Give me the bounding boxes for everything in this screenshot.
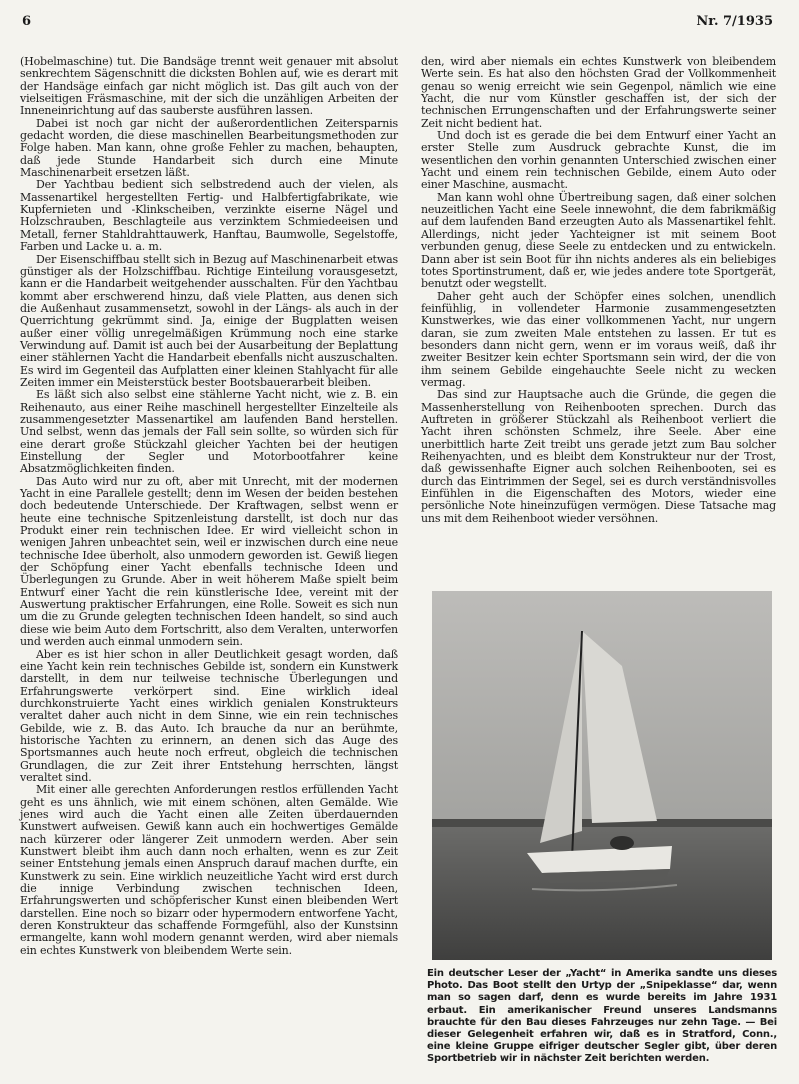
issue-number: Nr. 7/1935 — [696, 14, 773, 29]
paragraph: Man kann wohl ohne Übertreibung sagen, daß einer solchen neuzeitlichen Yacht eine Seele innewohnt, die dem fabrikmäßig auf dem laufenden Band erzeugten Auto als Massenartikel fehlt. Allerdings, nicht jeder Yachteigner ist mit seinem Boot verbunden genug, diese Seele zu entdecken und zu entwickeln. Dann aber ist sein Boot für ihn nichts anderes als ein beliebiges totes Sportinstrument, daß er, wie jedes andere tote Sportgerät, benutzt oder wegstellt. — [421, 190, 776, 291]
paragraph: Das Auto wird nur zu oft, aber mit Unrecht, mit der modernen Yacht in eine Parallele gestellt; denn im Wesen der beiden bestehen doch bedeutende Unterschiede. Der Kraftwagen, selbst wenn er heute eine technische Spitzenleistung darstellt, ist doch nur das Produkt einer rein technischen Idee. Er wird vielleicht schon in wenigen Jahren unbeachtet sein, weil er inzwischen durch eine neue technische Idee überholt, also unmodern geworden ist. Gewiß liegen der Schöpfung einer Yacht ebenfalls technische Ideen und Überlegungen zu Grunde. Aber in weit höherem Maße spielt beim Entwurf einer Yacht die rein künstlerische Idee, vereint mit der Auswertung praktischer Erfahrungen, eine Rolle. Soweit es sich nun um die zu Grunde gelegten technischen Ideen handelt, so sind auch diese wie beim Auto dem Fortschritt, also dem Veralten, unterworfen und werden auch einmal unmodern sein. — [20, 474, 398, 649]
paragraph: Dabei ist noch gar nicht der außerordentlichen Zeitersparnis gedacht worden, die diese maschinellen Bearbeitungsmethoden zur Folge haben. Man kann, ohne große Fehler zu machen, behaupten, daß jede Stunde Handarbeit sich durch eine Minute Maschinenarbeit ersetzen läßt. — [20, 116, 398, 180]
left-column — [20, 56, 398, 957]
paragraph: Mit einer alle gerechten Anforderungen restlos erfüllenden Yacht geht es uns ähnlich, wie mit einem schönen, alten Gemälde. Wie jenes wird auch die Yacht einen alle Zeiten überdauernden Kunstwert aufweisen. Gewiß kann auch ein hochwertiges Gemälde nach kürzerer oder längerer Zeit unmodern werden. Aber sein Kunstwert bleibt ihm auch dann noch erhalten, wenn es zur Zeit seiner Entstehung jemals einen Anspruch darauf machen durfte, ein Kunstwerk zu sein. Eine wirklich neuzeitliche Yacht wird erst durch die innige Verbindung zwischen technischen Ideen, Erfahrungswerten und schöpferischer Kunst einen bleibenden Wert darstellen. Eine noch so bizarr oder hypermodern entworfene Yacht, deren Konstrukteur das schaffende Formgefühl, also der Kunstsinn ermangelte, kann wohl modern genannt werden, wird aber niemals ein echtes Kunstwerk von bleibendem Werte sein. — [20, 783, 398, 957]
photo-caption: Ein deutscher Leser der „Yacht“ in Amerika sandte uns dieses Photo. Das Boot stellt den Urtyp der „Snipeklasse“ dar, wenn man so sagen darf, denn es wurde bereits im Jahre 1931 erbaut. Ein amerikanischer Freund unseres Landsmanns brauchte für den Bau dieses Fahrzeuges nur zehn Tage. — Bei dieser Gelegenheit erfahren wir, daß es in Stratford, Conn., eine kleine Gruppe eifriger deutscher Segler gibt, über deren Sportbetrieb wir in nächster Zeit berichten werden. — [427, 968, 777, 1065]
paragraph: Es läßt sich also selbst eine stählerne Yacht nicht, wie z. B. ein Reihenauto, aus einer Reihe maschinell hergestellter Einzelteile als zusammengesetzter Massenartikel am laufenden Band herstellen. Und selbst, wenn das jemals der Fall sein sollte, so würden sich für eine derart große Stückzahl gleicher Yachten bei der heutigen Einstellung der Segler und Motorbootfahrer keine Absatzmöglichkeiten finden. — [20, 388, 398, 476]
sailboat-photo — [432, 591, 772, 960]
paragraph: Der Yachtbau bedient sich selbstredend auch der vielen, als Massenartikel hergestellten Fertig- und Halbfertigfabrikate, wie Kupfernieten und -Klinkscheiben, verzinkte eiserne Nägel und Holzschrauben, Beschlagteile aus verzinktem Schmiedeeisen und Metall, ferner Stahldrahttauwerk, Hanftau, Baumwolle, Segelstoffe, Farben und Lacke u. a. m. — [20, 178, 398, 254]
paragraph: Der Eisenschiffbau stellt sich in Bezug auf Maschinenarbeit etwas günstiger als der Holzschiffbau. Richtige Einteilung vorausgesetzt, kann er die Handarbeit weitgehender ausschalten. Für den Yachtbau kommt aber erschwerend hinzu, daß viele Platten, aus denen sich die Außenhaut zusammensetzt, sowohl in der Längs- als auch in der Querrichtung gekrümmt sind. Ja, einige der Bugplatten weisen außer einer völlig unregelmäßigen Krümmung noch eine starke Verwindung auf. Damit ist auch bei der Ausarbeitung der Beplattung einer stählernen Yacht die Handarbeit ebenfalls nicht auszuschalten. Es wird im Gegenteil das Aufplatten einer kleinen Stahlyacht für alle Zeiten immer ein Meisterstück bester Bootsbauerarbeit bleiben. — [20, 252, 398, 389]
paragraph: Das sind zur Hauptsache auch die Gründe, die gegen die Massenherstellung von Reihenbooten sprechen. Durch das Auftreten in größerer Stückzahl als Reihenboot verliert die Yacht ihren schönsten Schmelz, ihre Seele. Aber eine unerbittlich harte Zeit treibt uns gerade jetzt zum Bau solcher Reihenyachten, und es bleibt dem Konstrukteur nur der Trost, daß gewissenhafte Eigner auch solchen Reihenbooten, sei es durch das Eintrimmen der Segel, sei es durch verständnisvolles Einfühlen in die Eigenschaften des Motors, wieder eine persönliche Note hineinzufügen vermögen. Diese Tatsache mag uns mit dem Reihenboot wieder versöhnen. — [421, 388, 776, 525]
paragraph: Daher geht auch der Schöpfer eines solchen, unendlich feinfühlig, in vollendeter Harmonie zusammengesetzten Kunstwerkes, wie das einer vollkommenen Yacht, nur ungern daran, sie zum zweiten Male entstehen zu lassen. Er tut es besonders dann nicht gern, wenn er im voraus weiß, daß ihr zweiter Besitzer kein echter Sportsmann sein wird, der die von ihm seinem Gebilde eingehauchte Seele nicht zu wecken vermag. — [421, 289, 776, 389]
paragraph: Aber es ist hier schon in aller Deutlichkeit gesagt worden, daß eine Yacht kein rein technisches Gebilde ist, sondern ein Kunstwerk darstellt, in dem nur teilweise technische Überlegungen und Erfahrungswerte verkörpert sind. Eine wirklich ideal durchkonstruierte Yacht eines wirklich genialen Konstrukteurs veraltet daher auch nicht in dem Sinne, wie ein rein technisches Gebilde, wie z. B. das Auto. Ich brauche da nur an berühmte, historische Yachten zu erinnern, an denen sich das Auge des Sportsmannes auch heute noch erfreut, obgleich die technischen Grundlagen, die zur Zeit ihrer Entstehung herrschten, längst veraltet sind. — [20, 647, 398, 784]
page-number: 6 — [22, 14, 32, 29]
paragraph: den, wird aber niemals ein echtes Kunstwerk von bleibendem Werte sein. Es hat also den höchsten Grad der Vollkommenheit genau so wenig erreicht wie sein Gegenpol, nämlich wie eine Yacht, die nur vom Künstler geschaffen ist, der sich der technischen Errungenschaften und der Erfahrungswerte seiner Zeit nicht bedient hat. — [421, 55, 776, 130]
right-column — [421, 56, 776, 525]
paragraph: Und doch ist es gerade die bei dem Entwurf einer Yacht an erster Stelle zum Ausdruck gebrachte Kunst, die im wesentlichen den vorhin genannten Unterschied zwischen einer Yacht und einem rein technischen Gebilde, einem Auto oder einer Maschine, ausmacht. — [421, 129, 776, 192]
paragraph: (Hobelmaschine) tut. Die Bandsäge trennt weit genauer mit absolut senkrechtem Sägenschnitt die dicksten Bohlen auf, wie es derart mit der Handsäge einfach gar nicht möglich ist. Das gilt auch von der vielseitigen Fräsmaschine, mit der sich die unzähligen Arbeiten der Inneneinrichtung auf das sauberste ausführen lassen. — [20, 55, 398, 118]
